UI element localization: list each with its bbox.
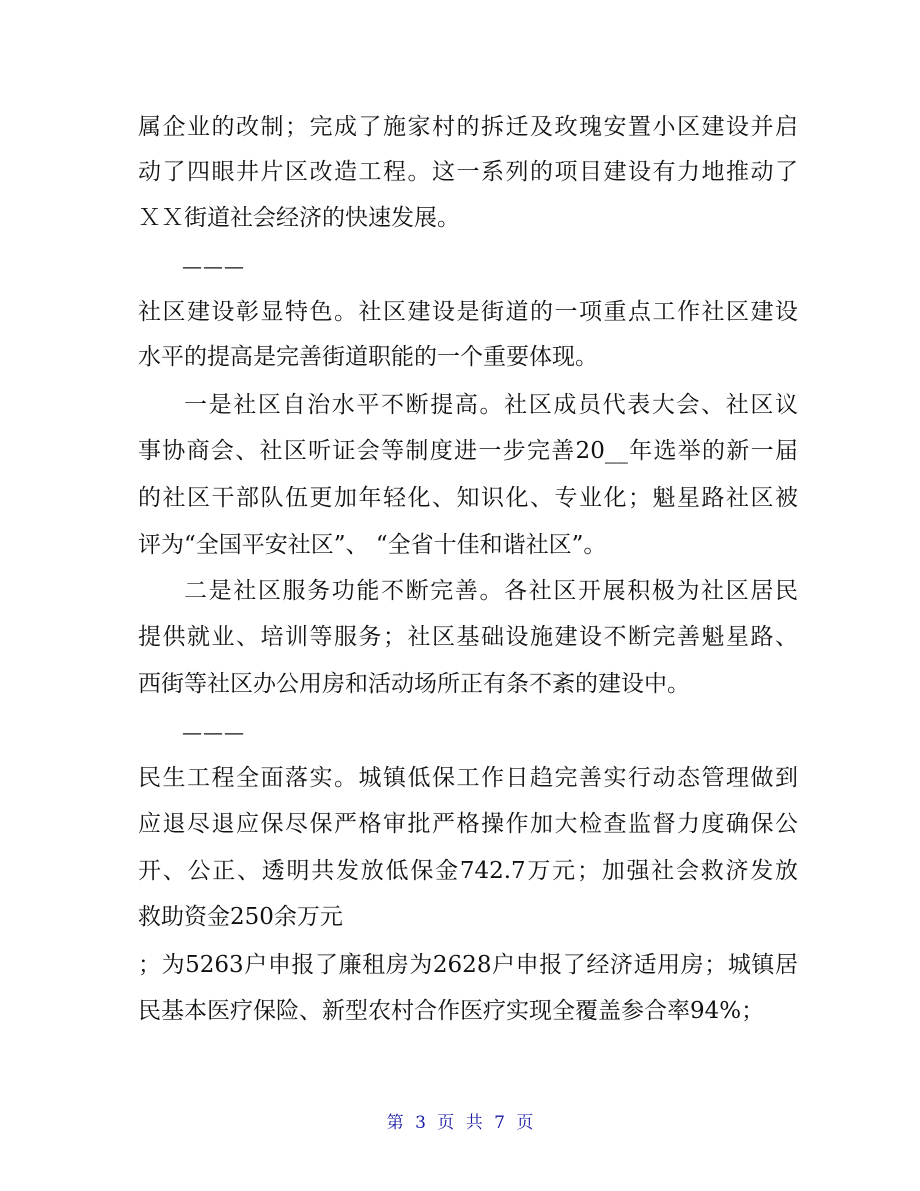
text-line: 开、公正、透明共发放低保金742.7万元；加强社会救济发放 bbox=[138, 858, 798, 884]
section-separator: ——— bbox=[182, 254, 245, 278]
text-line: 应退尽退应保尽保严格审批严格操作加大检查监督力度确保公 bbox=[138, 811, 798, 837]
text-line: 西街等社区办公用房和活动场所正有条不紊的建设中。 bbox=[138, 671, 690, 697]
text-line: 事协商会、社区听证会等制度进一步完善20__年选举的新一届 bbox=[138, 438, 798, 464]
text-line: 社区建设彰显特色。社区建设是街道的一项重点工作社区建设 bbox=[138, 299, 798, 325]
text-line: 二是社区服务功能不断完善。各社区开展积极为社区居民 bbox=[184, 578, 798, 604]
section-separator: ——— bbox=[182, 720, 245, 744]
text-line: 民生工程全面落实。城镇低保工作日趋完善实行动态管理做到 bbox=[138, 765, 798, 791]
text-line: 民基本医疗保险、新型农村合作医疗实现全覆盖参合率94%； bbox=[138, 998, 765, 1024]
text-line: 的社区干部队伍更加年轻化、知识化、专业化；魁星路社区被 bbox=[138, 485, 798, 511]
text-line: ；为5263户申报了廉租房为2628户申报了经济适用房；城镇居 bbox=[138, 952, 798, 978]
text-line: 提供就业、培训等服务；社区基础设施建设不断完善魁星路、 bbox=[138, 624, 798, 650]
text-line: 评为“全国平安社区”、 “全省十佳和谐社区”。 bbox=[138, 532, 607, 558]
text-line: 水平的提高是完善街道职能的一个重要体现。 bbox=[138, 344, 598, 370]
text-line: 动了四眼井片区改造工程。这一系列的项目建设有力地推动了 bbox=[138, 159, 798, 185]
text-line: 一是社区自治水平不断提高。社区成员代表大会、社区议 bbox=[184, 392, 798, 418]
text-line: 救助资金250余万元 bbox=[138, 904, 343, 930]
page-number-footer: 第 3 页 共 7 页 bbox=[386, 1113, 534, 1133]
text-line: 属企业的改制；完成了施家村的拆迁及玫瑰安置小区建设并启 bbox=[138, 114, 798, 140]
text-line: ＸＸ街道社会经济的快速发展。 bbox=[138, 205, 460, 231]
